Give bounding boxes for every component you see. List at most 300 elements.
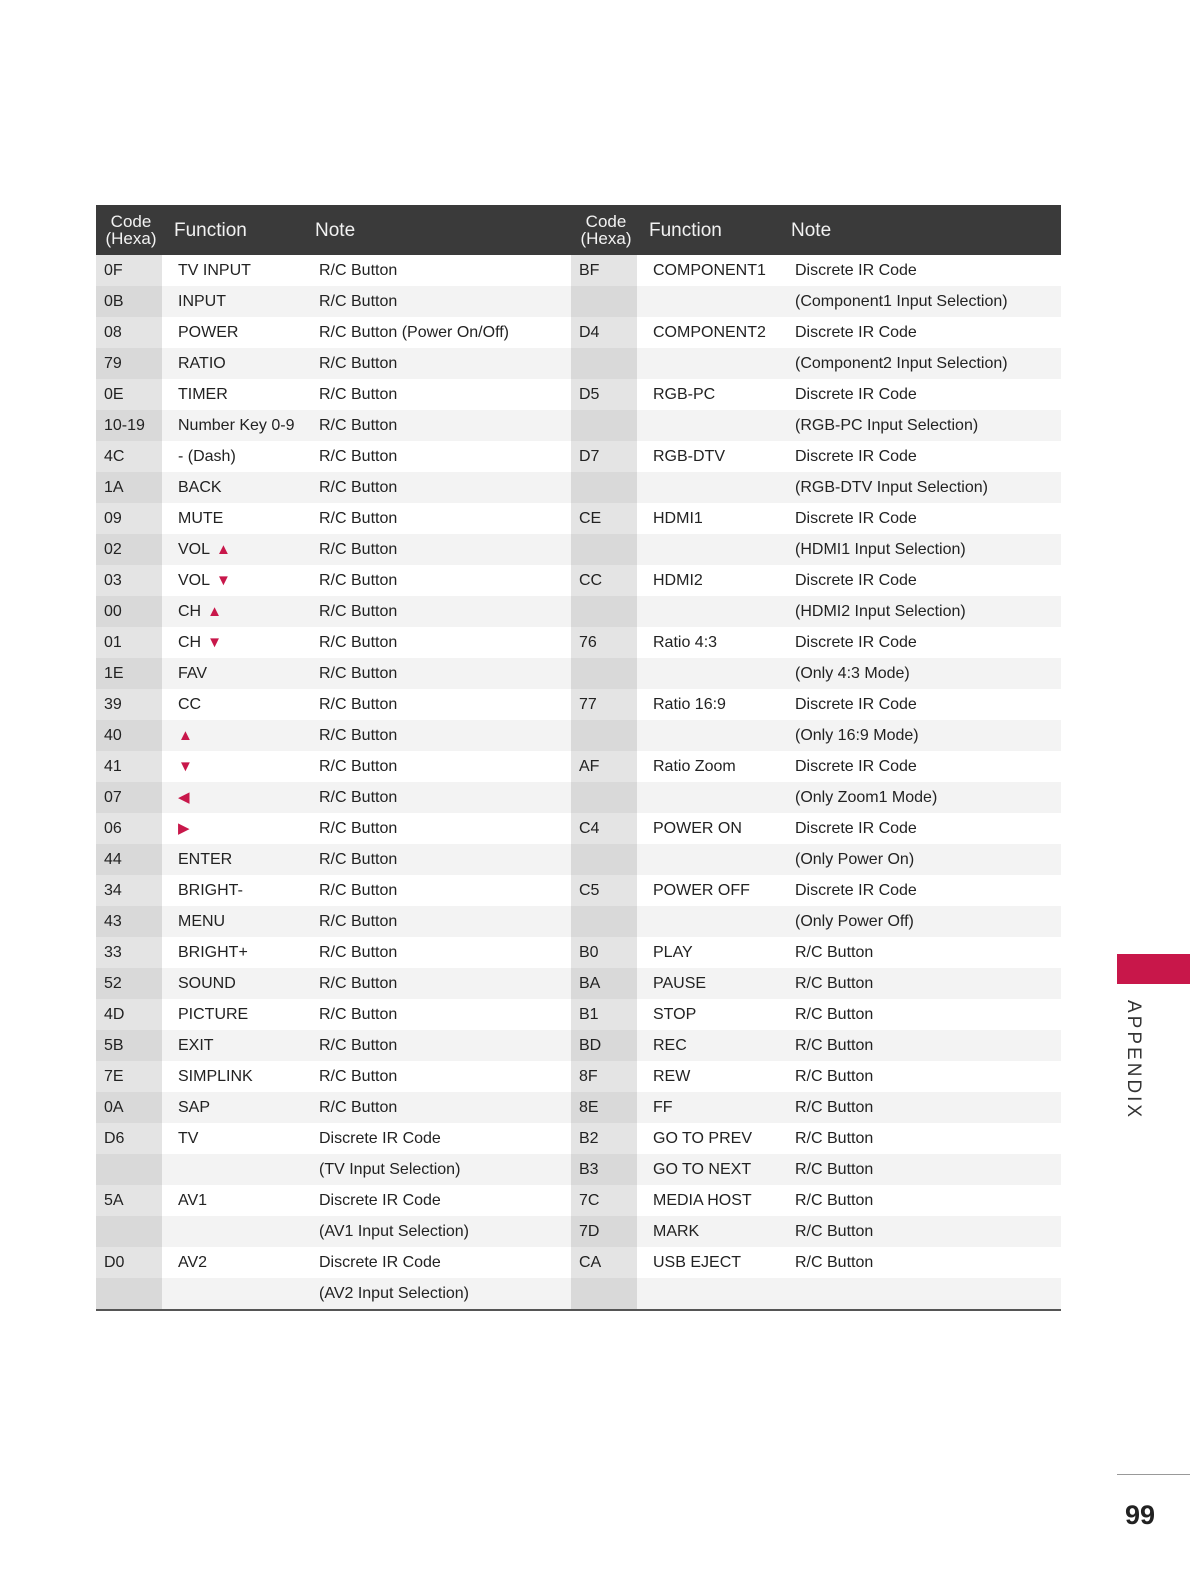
function-cell: Ratio Zoom: [653, 757, 736, 775]
function-label: RATIO: [178, 354, 226, 372]
column-separator: [563, 534, 571, 565]
note-cell: R/C Button: [795, 1129, 874, 1147]
note-cell: R/C Button: [319, 819, 398, 837]
note-cell: R/C Button: [303, 596, 563, 627]
note-cell: R/C Button: [779, 968, 1061, 999]
code-cell: [96, 1278, 162, 1310]
function-cell: REC: [637, 1030, 779, 1061]
note-cell: (Only 4:3 Mode): [779, 658, 1061, 689]
code-cell: D5: [571, 379, 637, 410]
note-cell: (RGB-DTV Input Selection): [779, 472, 1061, 503]
note-cell: R/C Button: [303, 844, 563, 875]
column-separator: [563, 627, 571, 658]
note-cell: R/C Button (Power On/Off): [319, 323, 509, 341]
table-row: [96, 1185, 1061, 1216]
function-cell: GO TO PREV: [653, 1129, 752, 1147]
note-cell: R/C Button: [319, 509, 398, 527]
function-cell: [162, 1247, 303, 1278]
note-cell: Discrete IR Code: [795, 881, 917, 899]
code-cell: 7D: [571, 1216, 637, 1247]
code-cell: CE: [571, 503, 637, 534]
table-row: [96, 968, 1061, 999]
code-cell: [96, 1216, 162, 1247]
column-separator: [563, 1216, 571, 1247]
column-separator: [563, 1278, 571, 1310]
code-cell: C4: [571, 813, 637, 844]
code-cell: [571, 1278, 637, 1310]
header-note-right: Note: [791, 219, 832, 241]
function-cell: [637, 720, 779, 751]
function-label: BRIGHT+: [178, 943, 248, 961]
note-cell: (Component2 Input Selection): [779, 348, 1061, 379]
code-cell: 03: [96, 565, 162, 596]
function-cell: [162, 1092, 303, 1123]
code-cell: B1: [571, 999, 637, 1030]
note-cell: Discrete IR Code: [319, 1129, 441, 1147]
function-cell: [637, 534, 779, 565]
function-label: CH: [178, 602, 202, 620]
column-separator: [563, 472, 571, 503]
function-cell: [162, 751, 303, 782]
function-cell: [162, 627, 303, 658]
function-label: VOL: [178, 540, 211, 558]
function-cell: [162, 999, 303, 1030]
code-cell: [571, 410, 637, 441]
function-cell: PLAY: [653, 943, 693, 961]
table-row: [96, 1123, 1061, 1154]
table-row: [96, 255, 1061, 286]
code-cell: 02: [96, 534, 162, 565]
function-cell: STOP: [653, 1005, 697, 1023]
code-cell: BA: [571, 968, 637, 999]
function-cell: [637, 782, 779, 813]
function-cell: [637, 286, 779, 317]
note-cell: R/C Button: [795, 1253, 874, 1271]
note-cell: Discrete IR Code: [795, 323, 917, 341]
note-cell: R/C Button: [319, 571, 398, 589]
table-row: [96, 844, 1061, 875]
function-cell: [637, 1278, 779, 1310]
note-cell: (Only Power On): [779, 844, 1061, 875]
note-cell: R/C Button: [319, 881, 398, 899]
column-separator: [563, 1185, 571, 1216]
note-cell: (HDMI1 Input Selection): [779, 534, 1061, 565]
note-cell: R/C Button: [795, 943, 874, 961]
function-cell: [162, 565, 303, 596]
code-cell: D4: [571, 317, 637, 348]
function-cell: [637, 348, 779, 379]
note-cell: [779, 1278, 1061, 1310]
table-row: [96, 689, 1061, 720]
function-cell: [162, 379, 303, 410]
code-cell: 43: [96, 906, 162, 937]
code-cell: 52: [96, 968, 162, 999]
note-cell: Discrete IR Code: [795, 757, 917, 775]
code-cell: D7: [571, 441, 637, 472]
header-note-left: Note: [315, 219, 356, 241]
note-cell: R/C Button: [795, 1005, 874, 1023]
function-label: INPUT: [178, 292, 226, 310]
function-cell: [162, 410, 303, 441]
code-cell: 08: [96, 317, 162, 348]
table-row: [96, 999, 1061, 1030]
function-cell: HDMI2: [653, 571, 703, 589]
header-hexa-label: (Hexa): [105, 229, 157, 248]
table-row: [96, 1092, 1061, 1123]
table-row: [96, 534, 1061, 565]
function-label: FAV: [178, 664, 208, 682]
note-cell: R/C Button: [303, 472, 563, 503]
code-cell: 7C: [571, 1185, 637, 1216]
column-separator: [563, 1247, 571, 1278]
column-separator: [563, 379, 571, 410]
function-label: BRIGHT-: [178, 881, 243, 899]
table-row: [96, 565, 1061, 596]
function-cell: [162, 255, 303, 286]
function-label: ENTER: [178, 850, 233, 868]
function-cell: Ratio 4:3: [653, 633, 718, 651]
function-label: TV: [178, 1129, 199, 1147]
header-function-right: Function: [649, 219, 722, 241]
column-separator: [563, 1154, 571, 1185]
function-label: TV INPUT: [178, 261, 251, 279]
column-separator: [563, 689, 571, 720]
function-cell: MEDIA HOST: [653, 1191, 752, 1209]
note-cell: R/C Button: [303, 410, 563, 441]
function-label: BACK: [178, 478, 222, 496]
appendix-tab-marker: [1117, 954, 1190, 984]
function-label: CC: [178, 695, 202, 713]
column-separator: [563, 782, 571, 813]
function-cell: POWER ON: [653, 819, 742, 837]
note-cell: R/C Button: [795, 1191, 874, 1209]
table-row: [96, 906, 1061, 937]
code-cell: [571, 596, 637, 627]
code-cell: 00: [96, 596, 162, 627]
note-cell: (AV2 Input Selection): [303, 1278, 563, 1310]
column-separator: [563, 410, 571, 441]
function-cell: [162, 906, 303, 937]
code-cell: 76: [571, 627, 637, 658]
table-row: [96, 782, 1061, 813]
column-separator: [563, 255, 571, 286]
table-row: [96, 627, 1061, 658]
table-row: [96, 1216, 1061, 1247]
code-cell: 0E: [96, 379, 162, 410]
code-cell: [571, 534, 637, 565]
function-cell: [162, 441, 303, 472]
code-cell: 8F: [571, 1061, 637, 1092]
note-cell: R/C Button: [303, 658, 563, 689]
header-code-right: [571, 205, 637, 255]
code-cell: D0: [96, 1247, 162, 1278]
table-row: [96, 317, 1061, 348]
function-cell: [162, 968, 303, 999]
function-cell: [637, 410, 779, 441]
arrow-icon: ◀: [178, 789, 190, 806]
table-row: [96, 348, 1061, 379]
note-cell: Discrete IR Code: [319, 1253, 441, 1271]
header-code-label: Code: [110, 212, 152, 231]
code-cell: 0B: [96, 286, 162, 317]
table-row: [96, 1247, 1061, 1278]
function-cell: [637, 596, 779, 627]
code-cell: [571, 720, 637, 751]
function-cell: [162, 844, 303, 875]
function-label: SIMPLINK: [178, 1067, 253, 1085]
code-cell: CC: [571, 565, 637, 596]
column-separator: [563, 503, 571, 534]
code-cell: 0A: [96, 1092, 162, 1123]
function-label: VOL: [178, 571, 211, 589]
arrow-icon: ▼: [216, 571, 231, 589]
header-code-label: Code: [585, 212, 627, 231]
note-cell: R/C Button: [795, 1067, 874, 1085]
function-cell: [637, 472, 779, 503]
note-cell: Discrete IR Code: [795, 261, 917, 279]
code-cell: AF: [571, 751, 637, 782]
code-cell: [571, 658, 637, 689]
header-separator: [563, 205, 571, 255]
function-label: TIMER: [178, 385, 228, 403]
code-cell: 5B: [96, 1030, 162, 1061]
function-cell: [162, 534, 303, 565]
function-cell: [162, 596, 303, 627]
note-cell: Discrete IR Code: [795, 819, 917, 837]
note-cell: R/C Button: [319, 695, 398, 713]
note-cell: R/C Button: [303, 906, 563, 937]
table-row: [96, 720, 1061, 751]
column-separator: [563, 751, 571, 782]
column-separator: [563, 937, 571, 968]
table-row: [96, 875, 1061, 906]
note-cell: Discrete IR Code: [795, 509, 917, 527]
code-cell: 0F: [96, 255, 162, 286]
function-cell: POWER OFF: [653, 881, 750, 899]
arrow-icon: ▲: [178, 726, 193, 744]
arrow-icon: ▼: [178, 757, 193, 775]
note-cell: R/C Button: [319, 447, 398, 465]
code-cell: BD: [571, 1030, 637, 1061]
appendix-label: APPENDIX: [1123, 1000, 1144, 1121]
table-row: [96, 1061, 1061, 1092]
function-cell: Ratio 16:9: [653, 695, 726, 713]
table-row: [96, 503, 1061, 534]
note-cell: Discrete IR Code: [319, 1191, 441, 1209]
function-label: SOUND: [178, 974, 236, 992]
note-cell: R/C Button: [319, 757, 398, 775]
note-cell: Discrete IR Code: [795, 633, 917, 651]
ir-code-table: [96, 205, 1061, 1311]
table-row: [96, 410, 1061, 441]
arrow-icon: ▲: [216, 540, 231, 558]
function-label: Number Key 0-9: [178, 416, 295, 434]
table-row: [96, 937, 1061, 968]
note-cell: R/C Button: [303, 534, 563, 565]
table-row: [96, 379, 1061, 410]
note-cell: R/C Button: [303, 968, 563, 999]
function-cell: [162, 1278, 303, 1310]
function-cell: [162, 348, 303, 379]
note-cell: R/C Button: [319, 1005, 398, 1023]
function-cell: HDMI1: [653, 509, 703, 527]
code-cell: 7E: [96, 1061, 162, 1092]
function-cell: USB EJECT: [653, 1253, 742, 1271]
table-row: [96, 441, 1061, 472]
function-cell: [637, 906, 779, 937]
function-cell: PAUSE: [637, 968, 779, 999]
column-separator: [563, 999, 571, 1030]
function-cell: [162, 1216, 303, 1247]
page-number: 99: [1124, 1500, 1156, 1530]
note-cell: Discrete IR Code: [795, 571, 917, 589]
code-cell: 40: [96, 720, 162, 751]
function-cell: [162, 689, 303, 720]
function-cell: FF: [637, 1092, 779, 1123]
note-cell: R/C Button: [319, 633, 398, 651]
column-separator: [563, 286, 571, 317]
note-cell: Discrete IR Code: [795, 385, 917, 403]
code-cell: 44: [96, 844, 162, 875]
note-cell: R/C Button: [303, 1030, 563, 1061]
column-separator: [563, 720, 571, 751]
note-cell: (Component1 Input Selection): [779, 286, 1061, 317]
note-cell: Discrete IR Code: [795, 695, 917, 713]
note-cell: (RGB-PC Input Selection): [779, 410, 1061, 441]
function-label: EXIT: [178, 1036, 214, 1054]
code-cell: [571, 472, 637, 503]
code-cell: 39: [96, 689, 162, 720]
code-cell: D6: [96, 1123, 162, 1154]
function-label: CH: [178, 633, 202, 651]
column-separator: [563, 565, 571, 596]
note-cell: R/C Button: [303, 348, 563, 379]
note-cell: (HDMI2 Input Selection): [779, 596, 1061, 627]
function-cell: [162, 1154, 303, 1185]
code-cell: 8E: [571, 1092, 637, 1123]
function-cell: [637, 844, 779, 875]
function-cell: [162, 1030, 303, 1061]
column-separator: [563, 317, 571, 348]
column-separator: [563, 906, 571, 937]
function-label: - (Dash): [178, 447, 236, 465]
code-cell: [571, 782, 637, 813]
arrow-icon: ▲: [207, 602, 222, 620]
code-cell: [96, 1154, 162, 1185]
code-cell: [571, 906, 637, 937]
note-cell: R/C Button: [779, 1092, 1061, 1123]
header-function-left: Function: [174, 219, 247, 241]
column-separator: [563, 441, 571, 472]
function-cell: [162, 1123, 303, 1154]
function-cell: GO TO NEXT: [637, 1154, 779, 1185]
table-row: [96, 472, 1061, 503]
code-cell: B2: [571, 1123, 637, 1154]
note-cell: R/C Button: [779, 1030, 1061, 1061]
code-cell: 1A: [96, 472, 162, 503]
code-cell: BF: [571, 255, 637, 286]
code-cell: 33: [96, 937, 162, 968]
code-cell: 06: [96, 813, 162, 844]
code-cell: [571, 348, 637, 379]
function-label: MENU: [178, 912, 226, 930]
arrow-icon: ▼: [207, 633, 222, 651]
note-cell: (Only Zoom1 Mode): [779, 782, 1061, 813]
function-label: MUTE: [178, 509, 224, 527]
function-cell: [162, 875, 303, 906]
function-cell: [162, 937, 303, 968]
function-cell: [162, 317, 303, 348]
function-cell: REW: [653, 1067, 691, 1085]
table-body: [96, 255, 1061, 1310]
table-row: [96, 286, 1061, 317]
note-cell: R/C Button: [319, 943, 398, 961]
column-separator: [563, 596, 571, 627]
code-cell: 41: [96, 751, 162, 782]
code-cell: 4D: [96, 999, 162, 1030]
code-cell: 1E: [96, 658, 162, 689]
function-label: POWER: [178, 323, 239, 341]
note-cell: R/C Button: [319, 385, 398, 403]
column-separator: [563, 658, 571, 689]
table-row: [96, 751, 1061, 782]
code-cell: [571, 844, 637, 875]
column-separator: [563, 844, 571, 875]
code-cell: 4C: [96, 441, 162, 472]
note-cell: (Only 16:9 Mode): [779, 720, 1061, 751]
note-cell: Discrete IR Code: [795, 447, 917, 465]
function-cell: [162, 782, 303, 813]
column-separator: [563, 1092, 571, 1123]
table-row: [96, 1030, 1061, 1061]
function-cell: [162, 286, 303, 317]
table-row: [96, 1154, 1061, 1185]
code-cell: [571, 286, 637, 317]
function-label: SAP: [178, 1098, 211, 1116]
header-hexa-label: (Hexa): [580, 229, 632, 248]
function-cell: [162, 813, 303, 844]
note-cell: R/C Button: [303, 720, 563, 751]
note-cell: (Only Power Off): [779, 906, 1061, 937]
function-cell: MARK: [637, 1216, 779, 1247]
function-cell: [162, 658, 303, 689]
column-separator: [563, 1030, 571, 1061]
note-cell: R/C Button: [779, 1216, 1061, 1247]
note-cell: R/C Button: [319, 1067, 398, 1085]
note-cell: R/C Button: [319, 261, 398, 279]
column-separator: [563, 1123, 571, 1154]
code-cell: 79: [96, 348, 162, 379]
code-cell: 01: [96, 627, 162, 658]
table-row: [96, 596, 1061, 627]
function-label: PICTURE: [178, 1005, 249, 1023]
function-cell: [162, 472, 303, 503]
table-row: [96, 658, 1061, 689]
note-cell: (TV Input Selection): [303, 1154, 563, 1185]
code-cell: B0: [571, 937, 637, 968]
column-separator: [563, 875, 571, 906]
function-cell: [637, 658, 779, 689]
function-label: AV2: [178, 1253, 208, 1271]
column-separator: [563, 813, 571, 844]
table-header-row: [96, 205, 1061, 255]
code-cell: 07: [96, 782, 162, 813]
table-row: [96, 1278, 1061, 1310]
code-cell: 5A: [96, 1185, 162, 1216]
note-cell: R/C Button: [303, 1092, 563, 1123]
note-cell: R/C Button: [779, 1154, 1061, 1185]
code-cell: 34: [96, 875, 162, 906]
